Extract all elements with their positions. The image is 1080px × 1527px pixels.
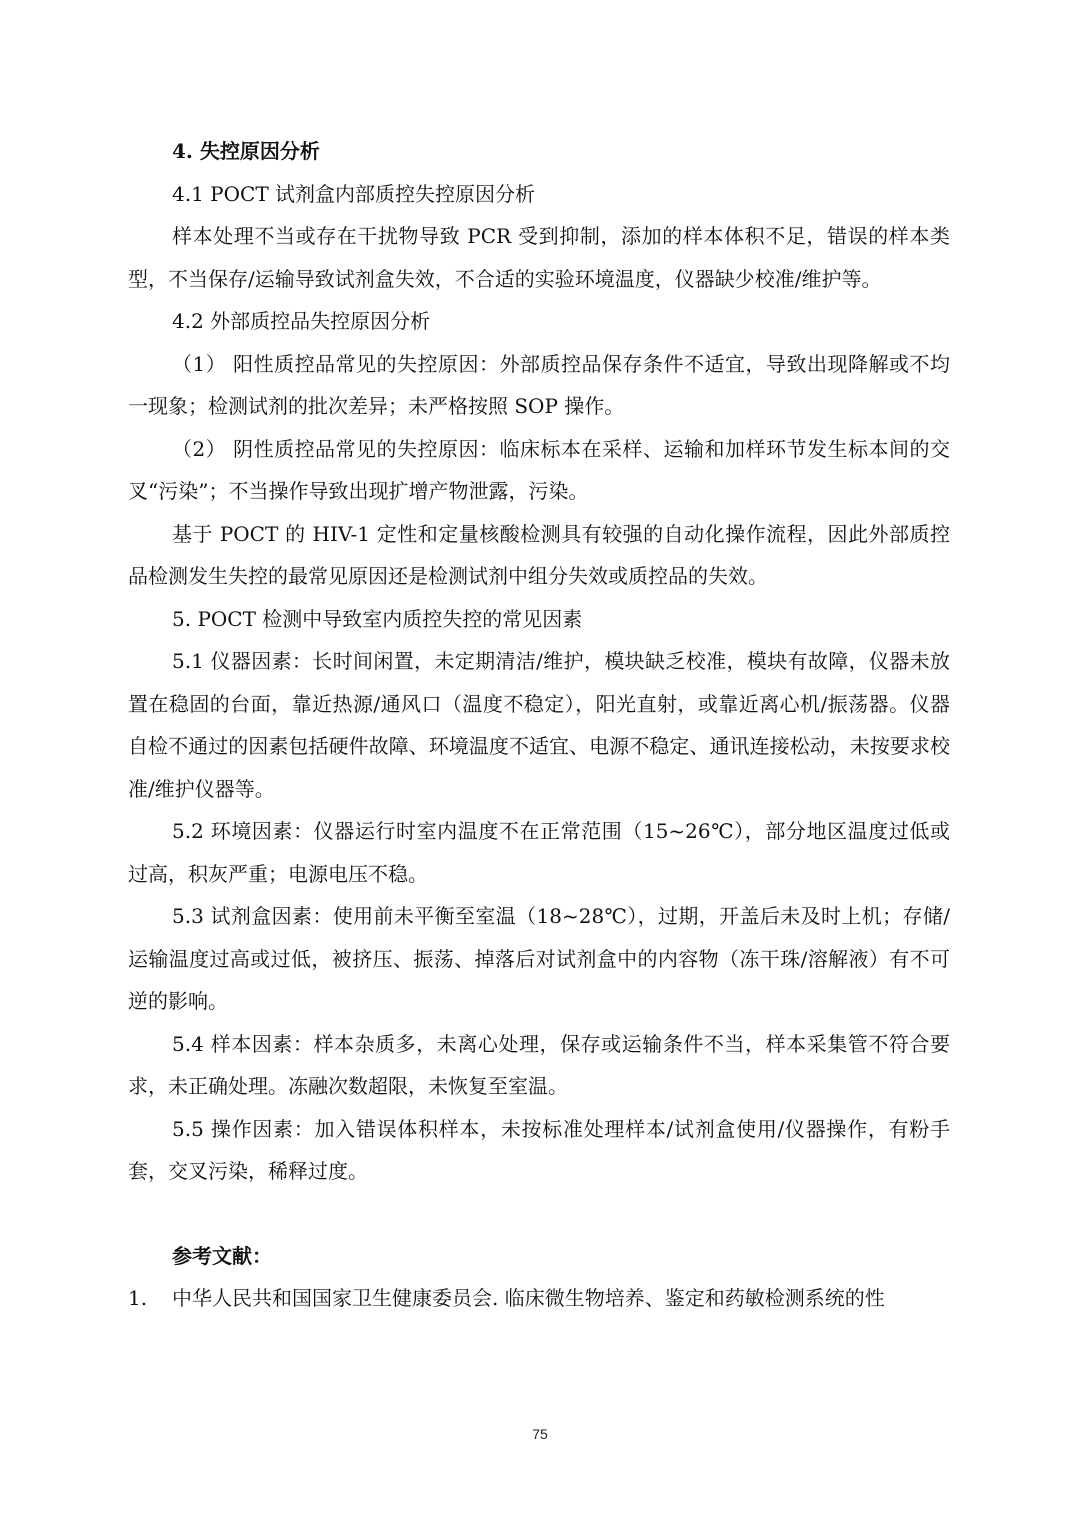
section-5-title: 5. POCT 检测中导致室内质控失控的常见因素 [172, 606, 583, 631]
section-4-1-body: 样本处理不当或存在干扰物导致 PCR 受到抑制，添加的样本体积不足，错误的样本类型，不当保存/运输导致试剂盒失效，不合适的实验环境温度，仪器缺少校准/维护等。 [128, 224, 950, 291]
section-5-2-environment: 5.2 环境因素：仪器运行时室内温度不在正常范围（15~26℃），部分地区温度过低或过高，积灰严重；电源电压不稳。 [128, 819, 950, 886]
section-4-summary: 基于 POCT 的 HIV-1 定性和定量核酸检测具有较强的自动化操作流程，因此外部质控品检测发生失控的最常见原因还是检测试剂中组分失效或质控品的失效。 [128, 521, 950, 588]
section-4-2-title: 4.2 外部质控品失控原因分析 [172, 309, 431, 333]
section-5-3-kit: 5.3 试剂盒因素：使用前未平衡至室温（18~28℃），过期，开盖后未及时上机；存储/运输温度过高或过低，被挤压、振荡、掉落后对试剂盒中的内容物（冻干珠/溶解液）有不可逆的影响。 [128, 904, 950, 1013]
section-4-title: 4. 失控原因分析 [172, 139, 320, 163]
section-5-4-sample: 5.4 样本因素：样本杂质多，未离心处理，保存或运输条件不当，样本采集管不符合要求，未正确处理。冻融次数超限，未恢复至室温。 [128, 1031, 950, 1098]
reference-item [128, 1277, 950, 1320]
section-4-1-title: 4.1 POCT 试剂盒内部质控失控原因分析 [172, 181, 536, 206]
section-5-1-instrument: 5.1 仪器因素：长时间闲置，未定期清洁/维护，模块缺乏校准，模块有故障，仪器未放置在稳固的台面，靠近热源/通风口（温度不稳定），阳光直射，或靠近离心机/振荡器。仪器自检不通过的因素包括硬件故障、环境温度不适宜、电源不稳定、通讯连接松动，未按要求校准/维护仪器等。 [128, 649, 950, 801]
references-title: 参考文献： [172, 1243, 272, 1268]
page-number: 75 [532, 1426, 548, 1442]
section-4-2-item-2: （2） 阴性质控品常见的失控原因：临床标本在采样、运输和加样环节发生标本间的交叉“污染”；不当操作导致出现扩增产物泄露，污染。 [128, 436, 950, 503]
document-page [128, 130, 950, 1320]
section-5-5-operation: 5.5 操作因素：加入错误体积样本，未按标准处理样本/试剂盒使用/仪器操作，有粉手套，交叉污染，稀释过度。 [128, 1116, 950, 1183]
reference-number: 1. [128, 1286, 148, 1310]
section-4-2-item-1: （1） 阳性质控品常见的失控原因：外部质控品保存条件不适宜，导致出现降解或不均一现象；检测试剂的批次差异；未严格按照 SOP 操作。 [128, 351, 950, 418]
reference-text: 中华人民共和国国家卫生健康委员会. 临床微生物培养、鉴定和药敏检测系统的性 [172, 1286, 885, 1310]
section-spacer [128, 1193, 950, 1235]
